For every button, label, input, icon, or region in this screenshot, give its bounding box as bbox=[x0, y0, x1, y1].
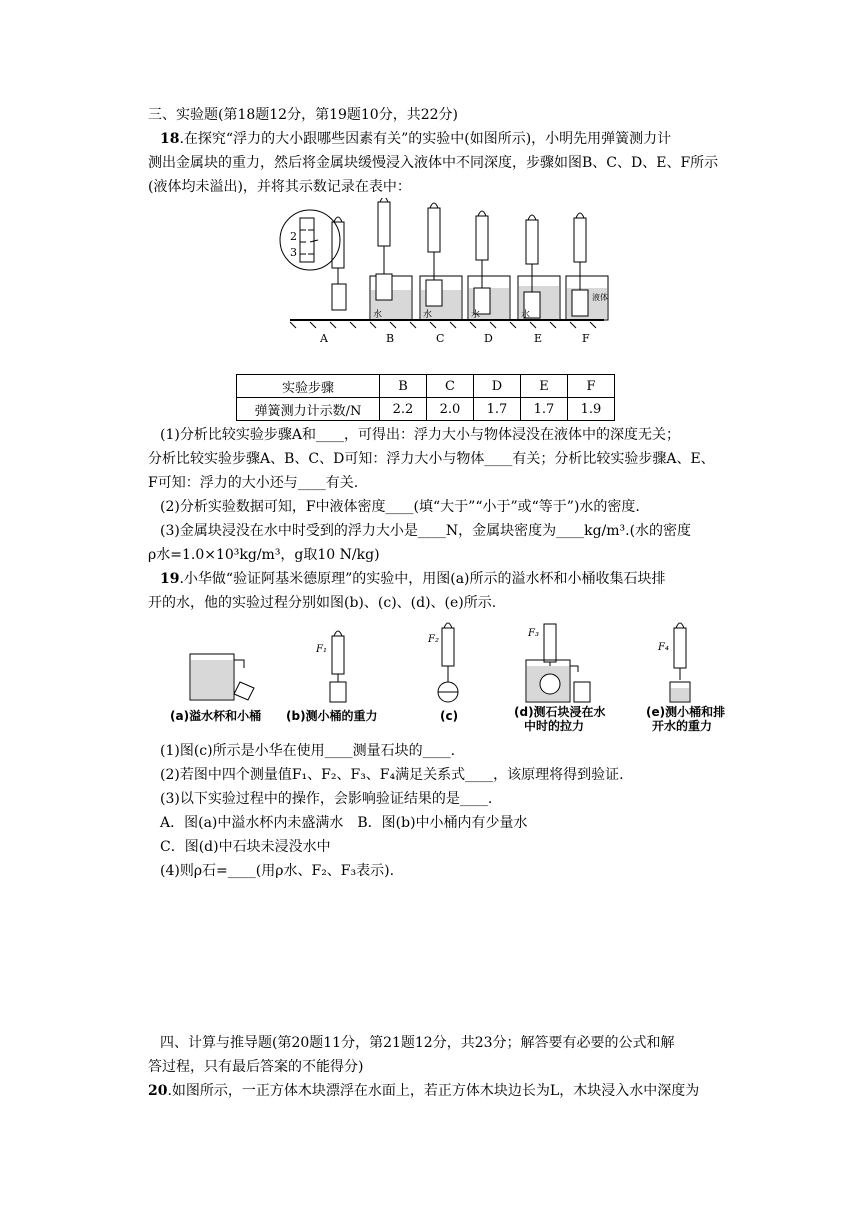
caption-a: (a)溢水杯和小桶 bbox=[170, 709, 262, 723]
table-value-e: 1.7 bbox=[521, 398, 568, 421]
q18-intro-line1 bbox=[160, 128, 750, 150]
caption-c: (c) bbox=[440, 709, 459, 723]
q18-part1-line2: 分析比较实验步骤A、B、C、D可知：浮力大小与物体____有关；分析比较实验步骤A、E、 bbox=[148, 451, 715, 467]
label-f1: F₁ bbox=[316, 644, 327, 655]
beaker-f bbox=[566, 213, 608, 320]
label-f3: F₃ bbox=[528, 628, 539, 639]
fig-label-a: A bbox=[320, 332, 328, 345]
q18-part3-line2: ρ水=1.0×10³kg/m³，g取10 N/kg) bbox=[148, 547, 380, 563]
q19-part4: (4)则ρ石=____(用ρ水、F₂、F₃表示). bbox=[160, 863, 395, 879]
fig-label-f: F bbox=[582, 332, 590, 345]
liquid-label-b: 水 bbox=[373, 310, 383, 320]
liquid-label-c: 水 bbox=[423, 310, 433, 320]
q19-options-ab: A．图(a)中溢水杯内未盛满水 B．图(b)中小桶内有少量水 bbox=[160, 815, 528, 831]
table-step-d: D bbox=[474, 375, 521, 398]
table-value-c: 2.0 bbox=[427, 398, 474, 421]
beaker-c bbox=[420, 203, 462, 320]
table-row bbox=[237, 398, 615, 421]
liquid-label-e: 水 bbox=[521, 310, 531, 320]
q20-line1 bbox=[148, 1080, 738, 1102]
caption-e-line2: 开水的重力 bbox=[652, 719, 713, 733]
table-step-f: F bbox=[568, 375, 615, 398]
q19-intro1: .小华做“验证阿基米德原理”的实验中，用图(a)所示的溢水杯和小桶收集石块排 bbox=[179, 571, 666, 587]
zoom-scale-circle bbox=[280, 210, 340, 270]
liquid-label-f: 液体 bbox=[592, 293, 608, 302]
table-value-b: 2.2 bbox=[380, 398, 427, 421]
q19-figure bbox=[166, 620, 726, 736]
fig-label-c: C bbox=[436, 332, 445, 345]
q20-number: 20 bbox=[148, 1083, 168, 1099]
scale-tick-2: 2 bbox=[290, 230, 297, 243]
q18-intro-line2: 测出金属块的重力，然后将金属块缓慢浸入液体中不同深度，步骤如图B、C、D、E、F所示 bbox=[148, 155, 719, 171]
q18-part1-line1: (1)分析比较实验步骤A和____，可得出：浮力大小与物体浸没在液体中的深度无关； bbox=[160, 427, 680, 443]
caption-b: (b)测小桶的重力 bbox=[286, 709, 378, 723]
label-f2: F₂ bbox=[428, 634, 439, 645]
scale-bucket-water-e bbox=[670, 623, 690, 702]
q18-intro1: .在探究“浮力的大小跟哪些因素有关”的实验中(如图所示)，小明先用弹簧测力计 bbox=[179, 131, 672, 147]
q18-number: 18 bbox=[160, 131, 180, 147]
metal-block-a bbox=[332, 284, 346, 310]
scale-bucket-b bbox=[330, 631, 346, 702]
table-value-d: 1.7 bbox=[474, 398, 521, 421]
caption-d-line1: (d)测石块浸在水 bbox=[514, 705, 606, 719]
q18-part1-line3: F可知：浮力的大小还与____有关. bbox=[148, 475, 359, 491]
q19-intro-line1 bbox=[160, 568, 750, 590]
q19-intro-line2: 开的水，他的实验过程分别如图(b)、(c)、(d)、(e)所示. bbox=[148, 595, 497, 611]
scale-tick-3: 3 bbox=[290, 246, 297, 259]
q18-intro-line3: (液体均未溢出)，并将其示数记录在表中： bbox=[148, 179, 411, 195]
fig-label-e: E bbox=[534, 332, 543, 345]
scale-stone-c bbox=[438, 623, 458, 702]
section4-heading-line2: 答过程，只有最后答案的不能得分) bbox=[148, 1059, 364, 1075]
table-row bbox=[237, 375, 615, 398]
beaker-e bbox=[518, 215, 560, 320]
table-step-e: E bbox=[521, 375, 568, 398]
q18-data-table bbox=[236, 374, 615, 421]
fig-label-b: B bbox=[386, 332, 395, 345]
beaker-d bbox=[468, 211, 510, 320]
q19-part2: (2)若图中四个测量值F₁、F₂、F₃、F₄满足关系式____，该原理将得到验证. bbox=[160, 767, 624, 783]
fig-label-d: D bbox=[484, 332, 493, 345]
q18-part3-line1: (3)金属块浸没在水中时受到的浮力大小是____N，金属块密度为____kg/m³.(水的密度 bbox=[160, 523, 692, 539]
table-header-reading: 弹簧测力计示数/N bbox=[237, 398, 380, 421]
q19-part1: (1)图(c)所示是小华在使用____测量石块的____. bbox=[160, 743, 456, 759]
table-value-f: 1.9 bbox=[568, 398, 615, 421]
q18-part2: (2)分析实验数据可知，F中液体密度____(填“大于”“小于”或“等于”)水的密度. bbox=[160, 499, 640, 515]
q20-text: .如图所示，一正方体木块漂浮在水面上，若正方体木块边长为L，木块浸入水中深度为 bbox=[167, 1083, 700, 1099]
q18-figure bbox=[270, 198, 610, 348]
caption-e-line1: (e)测小桶和排 bbox=[646, 705, 726, 719]
liquid-label-d: 水 bbox=[471, 310, 481, 320]
beaker-b bbox=[370, 198, 412, 320]
section3-heading: 三、实验题(第18题12分，第19题10分，共22分) bbox=[148, 107, 458, 123]
table-step-c: C bbox=[427, 375, 474, 398]
table-header-step: 实验步骤 bbox=[237, 375, 380, 398]
table-step-b: B bbox=[380, 375, 427, 398]
caption-d-line2: 中时的拉力 bbox=[524, 719, 585, 733]
q19-part3: (3)以下实验过程中的操作，会影响验证结果的是____. bbox=[160, 791, 493, 807]
section4-heading-line1: 四、计算与推导题(第20题11分，第21题12分，共23分；解答要有必要的公式和解 bbox=[160, 1035, 675, 1051]
label-f4: F₄ bbox=[658, 642, 669, 653]
q19-number: 19 bbox=[160, 571, 180, 587]
q19-option-c: C．图(d)中石块未浸没水中 bbox=[160, 839, 331, 855]
overflow-cup-a bbox=[190, 654, 254, 700]
